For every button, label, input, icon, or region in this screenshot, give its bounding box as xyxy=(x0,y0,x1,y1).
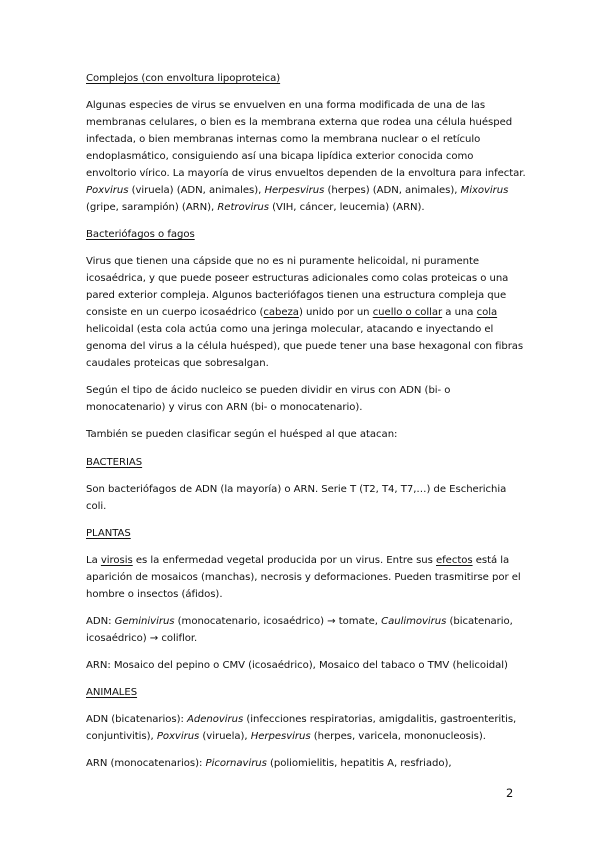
paragraph-line: También se pueden clasificar según el huésped al que atacan: xyxy=(86,429,398,440)
paragraph-line: ARN: Mosaico del pepino o CMV (icosaédrico), Mosaico del tabaco o TMV (helicoidal) xyxy=(86,660,508,671)
heading-complejos: Complejos (con envoltura lipoproteica) xyxy=(86,73,281,84)
paragraph-line: caudales proteicas que sobresalgan. xyxy=(86,358,269,369)
paragraph-line: hombre o insectos (áfidos). xyxy=(86,589,223,600)
paragraph-line: aparición de mosaicos (manchas), necrosis y deformaciones. Pueden trasmitirse por el xyxy=(86,572,521,583)
heading-animales: ANIMALES xyxy=(86,687,138,698)
paragraph-line: Poxvirus (viruela) (ADN, animales), Herpesvirus (herpes) (ADN, animales), Mixovirus xyxy=(86,185,509,196)
paragraph-line: consiste en un cuerpo icosaédrico (cabeza) unido por un cuello o collar a una cola xyxy=(86,307,498,318)
paragraph-line: coli. xyxy=(86,501,107,512)
paragraph-line: Según el tipo de ácido nucleico se pueden dividir en virus con ADN (bi- o xyxy=(86,385,451,396)
paragraph-line: genoma del virus a la célula huésped), que puede tener una base hexagonal con fibras xyxy=(86,341,524,352)
heading-bacteriofagos: Bacteriófagos o fagos xyxy=(86,229,195,240)
paragraph-line: helicoidal (esta cola actúa como una jeringa molecular, atacando e inyectando el xyxy=(86,324,494,335)
heading-plantas: PLANTAS xyxy=(86,528,131,539)
paragraph-line: Son bacteriófagos de ADN (la mayoría) o ARN. Serie T (T2, T4, T7,…) de Escherichia xyxy=(86,484,507,495)
paragraph-line: infectada, o bien membranas internas como la membrana nuclear o el retículo xyxy=(86,134,481,145)
paragraph-line: ADN (bicatenarios): Adenovirus (infecciones respiratorias, amigdalitis, gastroenteritis, xyxy=(86,714,517,725)
heading-bacterias: BACTERIAS xyxy=(86,457,143,468)
paragraph-line: icosaédrico) → coliflor. xyxy=(86,633,198,644)
paragraph-line: membranas celulares, o bien es la membrana externa que rodea una célula huésped xyxy=(86,117,513,128)
page-number: 2 xyxy=(506,786,514,800)
paragraph-line: ARN (monocatenarios): Picornavirus (poliomielitis, hepatitis A, resfriado), xyxy=(86,758,452,769)
paragraph-line: envoltorio vírico. La mayoría de virus envueltos dependen de la envoltura para infectar. xyxy=(86,168,526,179)
paragraph-line: (gripe, sarampión) (ARN), Retrovirus (VIH, cáncer, leucemia) (ARN). xyxy=(86,202,425,213)
paragraph-line: endoplasmático, consiguiendo así una bicapa lipídica exterior conocida como xyxy=(86,151,474,162)
paragraph-line: pared exterior compleja. Algunos bacteriófagos tienen una estructura compleja que xyxy=(86,290,507,301)
paragraph-line: conjuntivitis), Poxvirus (viruela), Herpesvirus (herpes, varicela, mononucleosis). xyxy=(86,731,486,742)
paragraph-line: monocatenario) y virus con ARN (bi- o monocatenario). xyxy=(86,402,363,413)
paragraph-line: ADN: Geminivirus (monocatenario, icosaédrico) → tomate, Caulimovirus (bicatenario, xyxy=(86,616,513,627)
paragraph-line: icosaédrica, y que puede poseer estructuras adicionales como colas proteicas o una xyxy=(86,273,509,284)
paragraph-line: La virosis es la enfermedad vegetal producida por un virus. Entre sus efectos está la xyxy=(86,555,510,566)
paragraph-line: Virus que tienen una cápside que no es ni puramente helicoidal, ni puramente xyxy=(86,256,480,267)
paragraph-line: Algunas especies de virus se envuelven en una forma modificada de una de las xyxy=(86,100,486,111)
